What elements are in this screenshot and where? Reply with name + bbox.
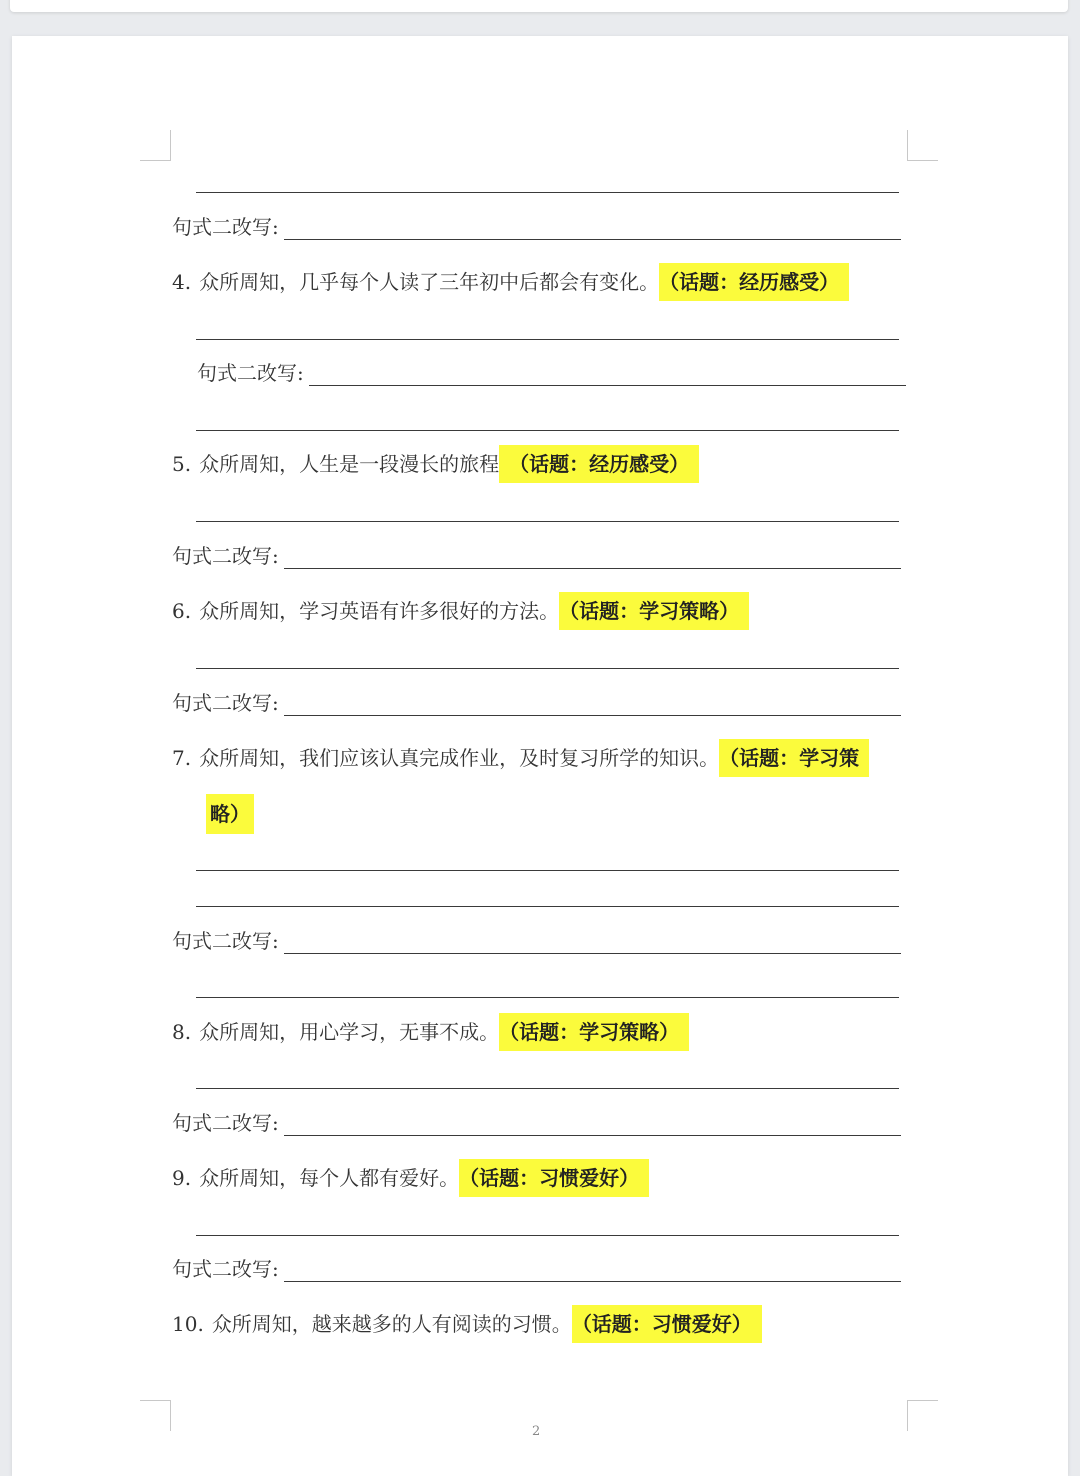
answer-blank-line[interactable] [196,997,899,998]
question-text: 众所周知，人生是一段漫长的旅程 [199,452,500,476]
answer-blank-line[interactable] [196,668,899,669]
question-number: 10. [172,1312,204,1336]
question-number: 5. [172,452,192,476]
rewrite-label: 句式二改写: [172,1111,279,1135]
rewrite-row [172,1110,279,1136]
question-text: 众所周知，越来越多的人有阅读的习惯。 [211,1312,572,1336]
question-text: 众所周知，每个人都有爱好。 [199,1166,460,1190]
answer-blank-line[interactable] [196,906,899,907]
answer-blank-line[interactable] [196,1088,899,1089]
margin-corner-mark [907,1400,938,1431]
answer-blank-line[interactable] [196,192,899,193]
topic-highlight-continued: 略） [206,794,254,834]
question-text: 众所周知，几乎每个人读了三年初中后都会有变化。 [199,270,660,294]
question-number: 7. [172,746,192,770]
answer-blank-line[interactable] [196,870,899,871]
question-number: 9. [172,1166,192,1190]
rewrite-row [172,543,279,569]
margin-corner-mark [140,1400,171,1431]
topic-highlight: （话题：习惯爱好） [572,1305,762,1343]
rewrite-blank-line[interactable] [284,1135,901,1136]
question-text: 众所周知，学习英语有许多很好的方法。 [199,599,560,623]
topic-highlight: （话题：学习策 [719,739,869,777]
rewrite-label: 句式二改写: [197,361,304,385]
topic-highlight: （话题：习惯爱好） [459,1159,649,1197]
question-number: 8. [172,1020,192,1044]
rewrite-blank-line[interactable] [284,568,901,569]
rewrite-label: 句式二改写: [172,1257,279,1281]
question-9 [172,1158,649,1198]
rewrite-row [172,928,279,954]
answer-blank-line[interactable] [196,430,899,431]
answer-blank-line[interactable] [196,521,899,522]
page-number: 2 [532,1424,541,1439]
topic-highlight: （话题：经历感受） [499,445,699,483]
rewrite-row [172,214,279,240]
rewrite-blank-line[interactable] [284,239,901,240]
previous-page-edge [10,0,1068,12]
rewrite-label: 句式二改写: [172,929,279,953]
rewrite-label: 句式二改写: [172,215,279,239]
rewrite-blank-line[interactable] [284,953,901,954]
question-number: 4. [172,270,192,294]
question-number: 6. [172,599,192,623]
topic-highlight: （话题：经历感受） [659,263,849,301]
margin-corner-mark [140,130,171,161]
question-5 [172,444,699,484]
question-text: 众所周知，用心学习，无事不成。 [199,1020,500,1044]
rewrite-label: 句式二改写: [172,691,279,715]
rewrite-blank-line[interactable] [284,1281,901,1282]
topic-highlight: （话题：学习策略） [559,592,749,630]
question-6 [172,591,749,631]
rewrite-blank-line[interactable] [284,715,901,716]
topic-highlight: （话题：学习策略） [499,1013,689,1051]
question-4 [172,262,849,302]
question-text: 众所周知，我们应该认真完成作业，及时复习所学的知识。 [199,746,720,770]
rewrite-row [172,690,279,716]
question-8 [172,1012,689,1052]
document-page [12,36,1068,1476]
answer-blank-line[interactable] [196,1235,899,1236]
rewrite-blank-line[interactable] [309,385,906,386]
question-7 [172,738,869,778]
margin-corner-mark [907,130,938,161]
answer-blank-line[interactable] [196,339,899,340]
question-10 [172,1304,762,1344]
rewrite-label: 句式二改写: [172,544,279,568]
rewrite-row [197,360,304,386]
rewrite-row [172,1256,279,1282]
